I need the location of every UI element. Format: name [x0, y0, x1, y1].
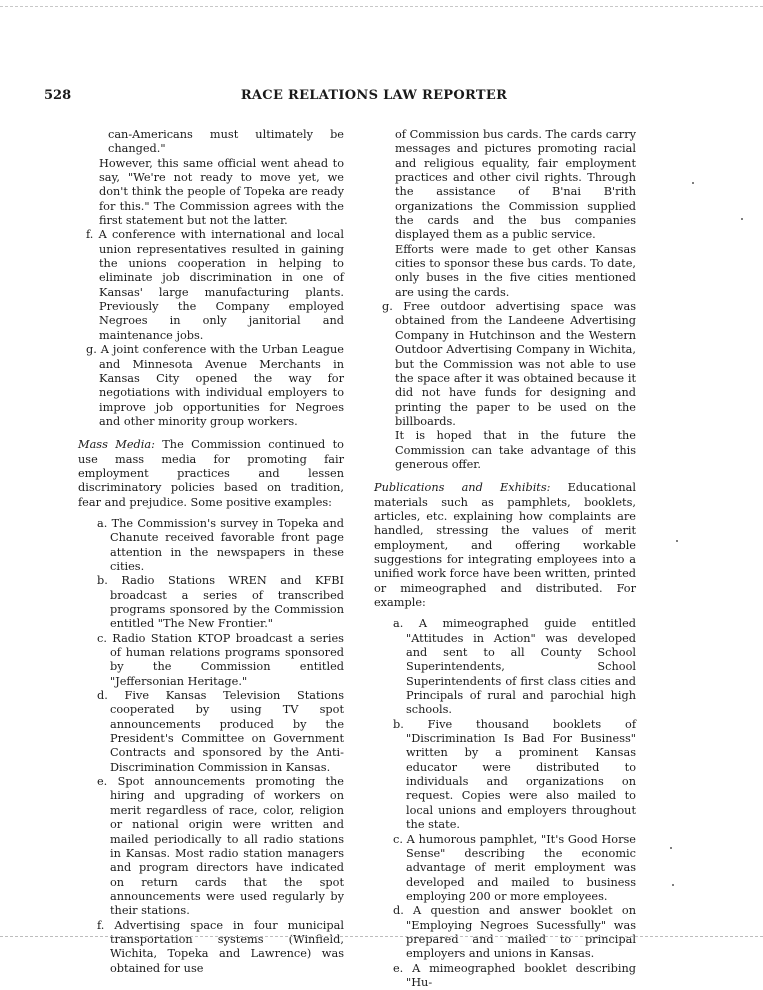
right-column [374, 128, 636, 990]
page-number: 528 [44, 88, 72, 103]
mass-media-text: The Commission continued to use mass media for promoting fair employment practices and lessen discriminatory policies based on tradition, fear and prejudice. Some positive examples: [78, 438, 344, 509]
list-item-f2: f. Advertising space in four municipal transportation systems (Winfield, Wichita, Topeka and Lawrence) was obtained for use [97, 918, 344, 975]
list-item-c: c. A humorous pamphlet, "It's Good Horse Sense" describing the economic advantage of merit employment was developed and mailed to business employing 200 or more employees. [393, 832, 636, 903]
mass-media-heading: Mass Media: [78, 438, 155, 452]
list-item-a: a. The Commission's survey in Topeka and Chanute received favorable front page attention in the newspapers in these cities. [97, 516, 344, 573]
scan-speck [676, 540, 678, 542]
top-scan-edge [0, 6, 763, 7]
bottom-scan-edge [0, 936, 763, 937]
list-item-f: f. A conference with international and local union representatives resulted in gaining the unions cooperation in helping to eliminate job discrimination in one of Kansas' large manufacturing plants. Previously the Company employed Negroes in only janitorial and maintenance jobs. [86, 228, 344, 342]
list-item-c: c. Radio Station KTOP broadcast a series of human relations programs sponsored by the Commission entitled "Jeffersonian Heritage." [97, 631, 344, 688]
list-item-d: d. Five Kansas Television Stations cooperated by using TV spot announcements produced by the President's Committee on Government Contracts and sponsored by the Anti-Discrimination Commission in Kansas. [97, 689, 344, 774]
list-item-g: g. Free outdoor advertising space was obtained from the Landeene Advertising Company in Hutchinson and the Western Outdoor Advertising Company in Wichita, but the Commission was not able to use the space after it was obtained because it did not have funds for designing and printing the paper to be used on the billboards. [382, 300, 636, 428]
list-item-a: a. A mimeographed guide entitled "Attitudes in Action" was developed and sent to all County School Superintendents, School Superintendents of first class cities and Principals of rural and parochial high schools. [393, 617, 636, 717]
publication-title: RACE RELATIONS LAW REPORTER [240, 88, 508, 103]
scan-speck [692, 182, 694, 184]
mass-media-paragraph [78, 438, 344, 510]
left-column [78, 128, 344, 976]
list-item-b: b. Radio Stations WREN and KFBI broadcast a series of transcribed programs sponsored by the Commission entitled "The New Frontier." [97, 574, 344, 631]
continued-text: can-Americans must ultimately be changed." [108, 128, 344, 156]
scan-speck [741, 218, 743, 220]
publications-text: Educational materials such as pamphlets, booklets, articles, etc. explaining how complaints are handled, stressing the values of merit employment, and offering workable suggestions for integrating employees into a unified work force have been written, printed or mimeographed and distributed. For example: [374, 481, 636, 609]
publications-paragraph [374, 481, 636, 610]
list-item-g: g. A joint conference with the Urban League and Minnesota Avenue Merchants in Kansas City opened the way for negotiations with individual employers to improve job opportunities for Negroes and other minority group workers. [86, 343, 344, 428]
scan-speck [670, 847, 672, 849]
continued-text: of Commission bus cards. The cards carry messages and pictures promoting racial and religious equality, fair employment practices and other civil rights. Through the assistance of B'nai B'rith organizations the Commission supplied the cards and the bus companies displayed them as a public service. [395, 128, 636, 242]
publications-heading: Publications and Exhibits: [374, 481, 551, 495]
list-item-b: b. Five thousand booklets of "Discrimination Is Bad For Business" written by a prominent Kansas educator were distributed to individuals and organizations on request. Copies were also mailed to local unions and employers throughout the state. [393, 717, 636, 832]
list-item-e: e. Spot announcements promoting the hiring and upgrading of workers on merit regardless of race, color, religion or national origin were written and mailed periodically to all radio stations in Kansas. Most radio station managers and program directors have indicated on return cards that the spot announcements were used regularly by their stations. [97, 775, 344, 918]
running-header [44, 88, 704, 108]
list-item-d: d. A question and answer booklet on "Employing Negroes Sucessfully" was prepared and mailed to principal employers and unions in Kansas. [393, 904, 636, 961]
paragraph: It is hoped that in the future the Commission can take advantage of this generous offer. [395, 429, 636, 471]
paragraph: However, this same official went ahead to say, "We're not ready to move yet, we don't think the people of Topeka are ready for this." The Commission agrees with the first statement but not the latter. [99, 156, 344, 228]
scan-speck [672, 884, 674, 886]
list-item-e: e. A mimeographed booklet describing "Hu- [393, 961, 636, 989]
paragraph: Efforts were made to get other Kansas cities to sponsor these bus cards. To date, only buses in the five cities mentioned are using the cards. [395, 242, 636, 299]
